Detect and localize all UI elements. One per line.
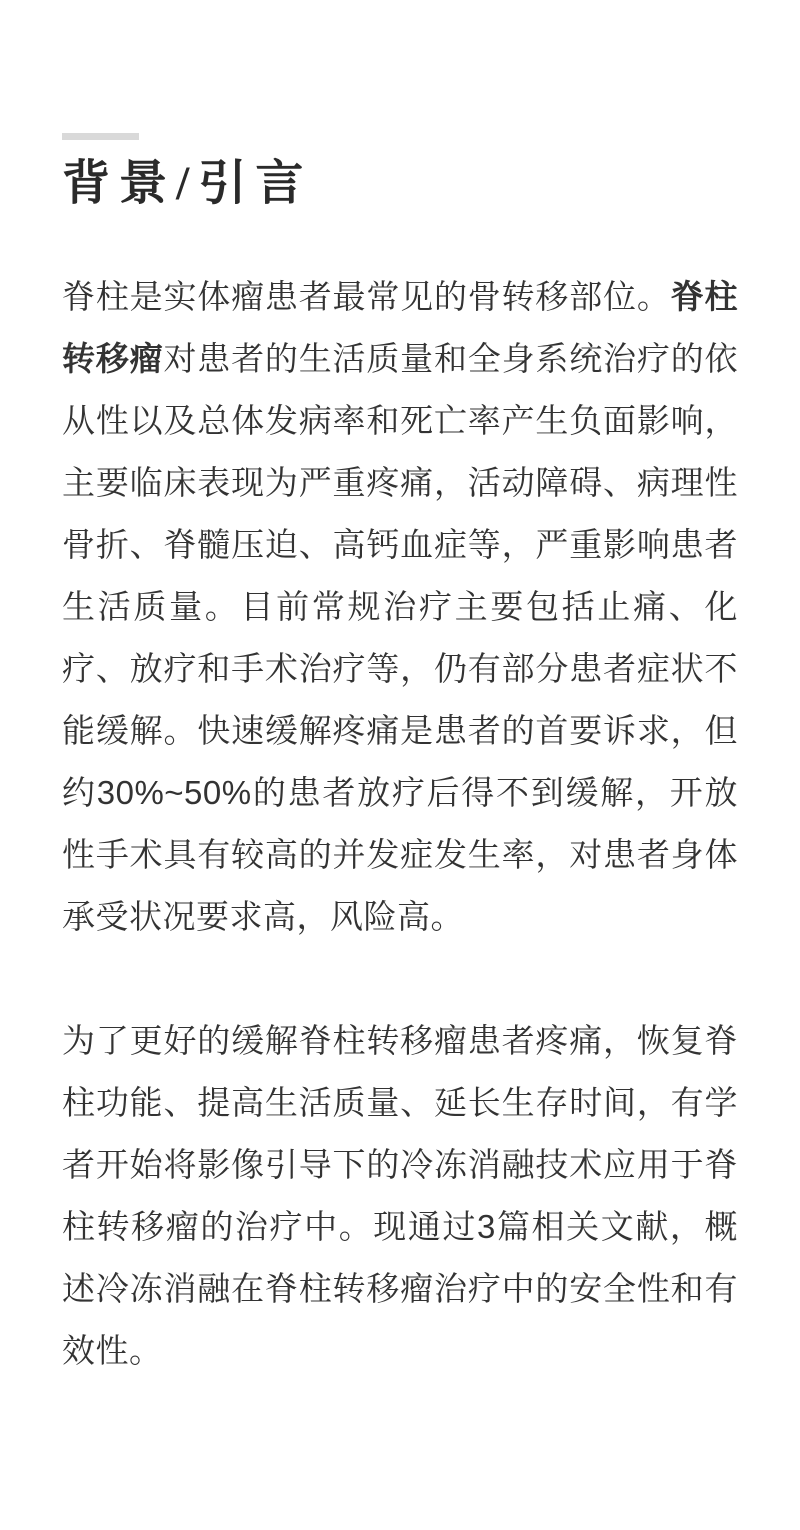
- article-body: [62, 266, 738, 1382]
- text-run: 对患者的生活质量和全身系统治疗的依从性以及总体发病率和死亡率产生负面影响，主要临床表现为严重疼痛，活动障碍、病理性骨折、脊髓压迫、高钙血症等，严重影响患者生活质量。目前常规治疗主要包括止痛、化疗、放疗和手术治疗等，仍有部分患者症状不能缓解。快速缓解疼痛是患者的首要诉求，但约30%~50%的患者放疗后得不到缓解，开放性手术具有较高的并发症发生率，对患者身体承受状况要求高，风险高。: [62, 340, 739, 935]
- paragraph: [62, 266, 738, 948]
- paragraph: [62, 1010, 738, 1382]
- bold-text-run: 脊柱转移瘤: [62, 278, 739, 377]
- section-heading: 背景/引言: [62, 157, 313, 210]
- text-run: 脊柱是实体瘤患者最常见的骨转移部位。: [62, 278, 671, 315]
- text-run: 为了更好的缓解脊柱转移瘤患者疼痛，恢复脊柱功能、提高生活质量、延长生存时间，有学者开始将影像引导下的冷冻消融技术应用于脊柱转移瘤的治疗中。现通过3篇相关文献，概述冷冻消融在脊柱转移瘤治疗中的安全性和有效性。: [62, 1022, 738, 1369]
- accent-bar: [62, 133, 139, 140]
